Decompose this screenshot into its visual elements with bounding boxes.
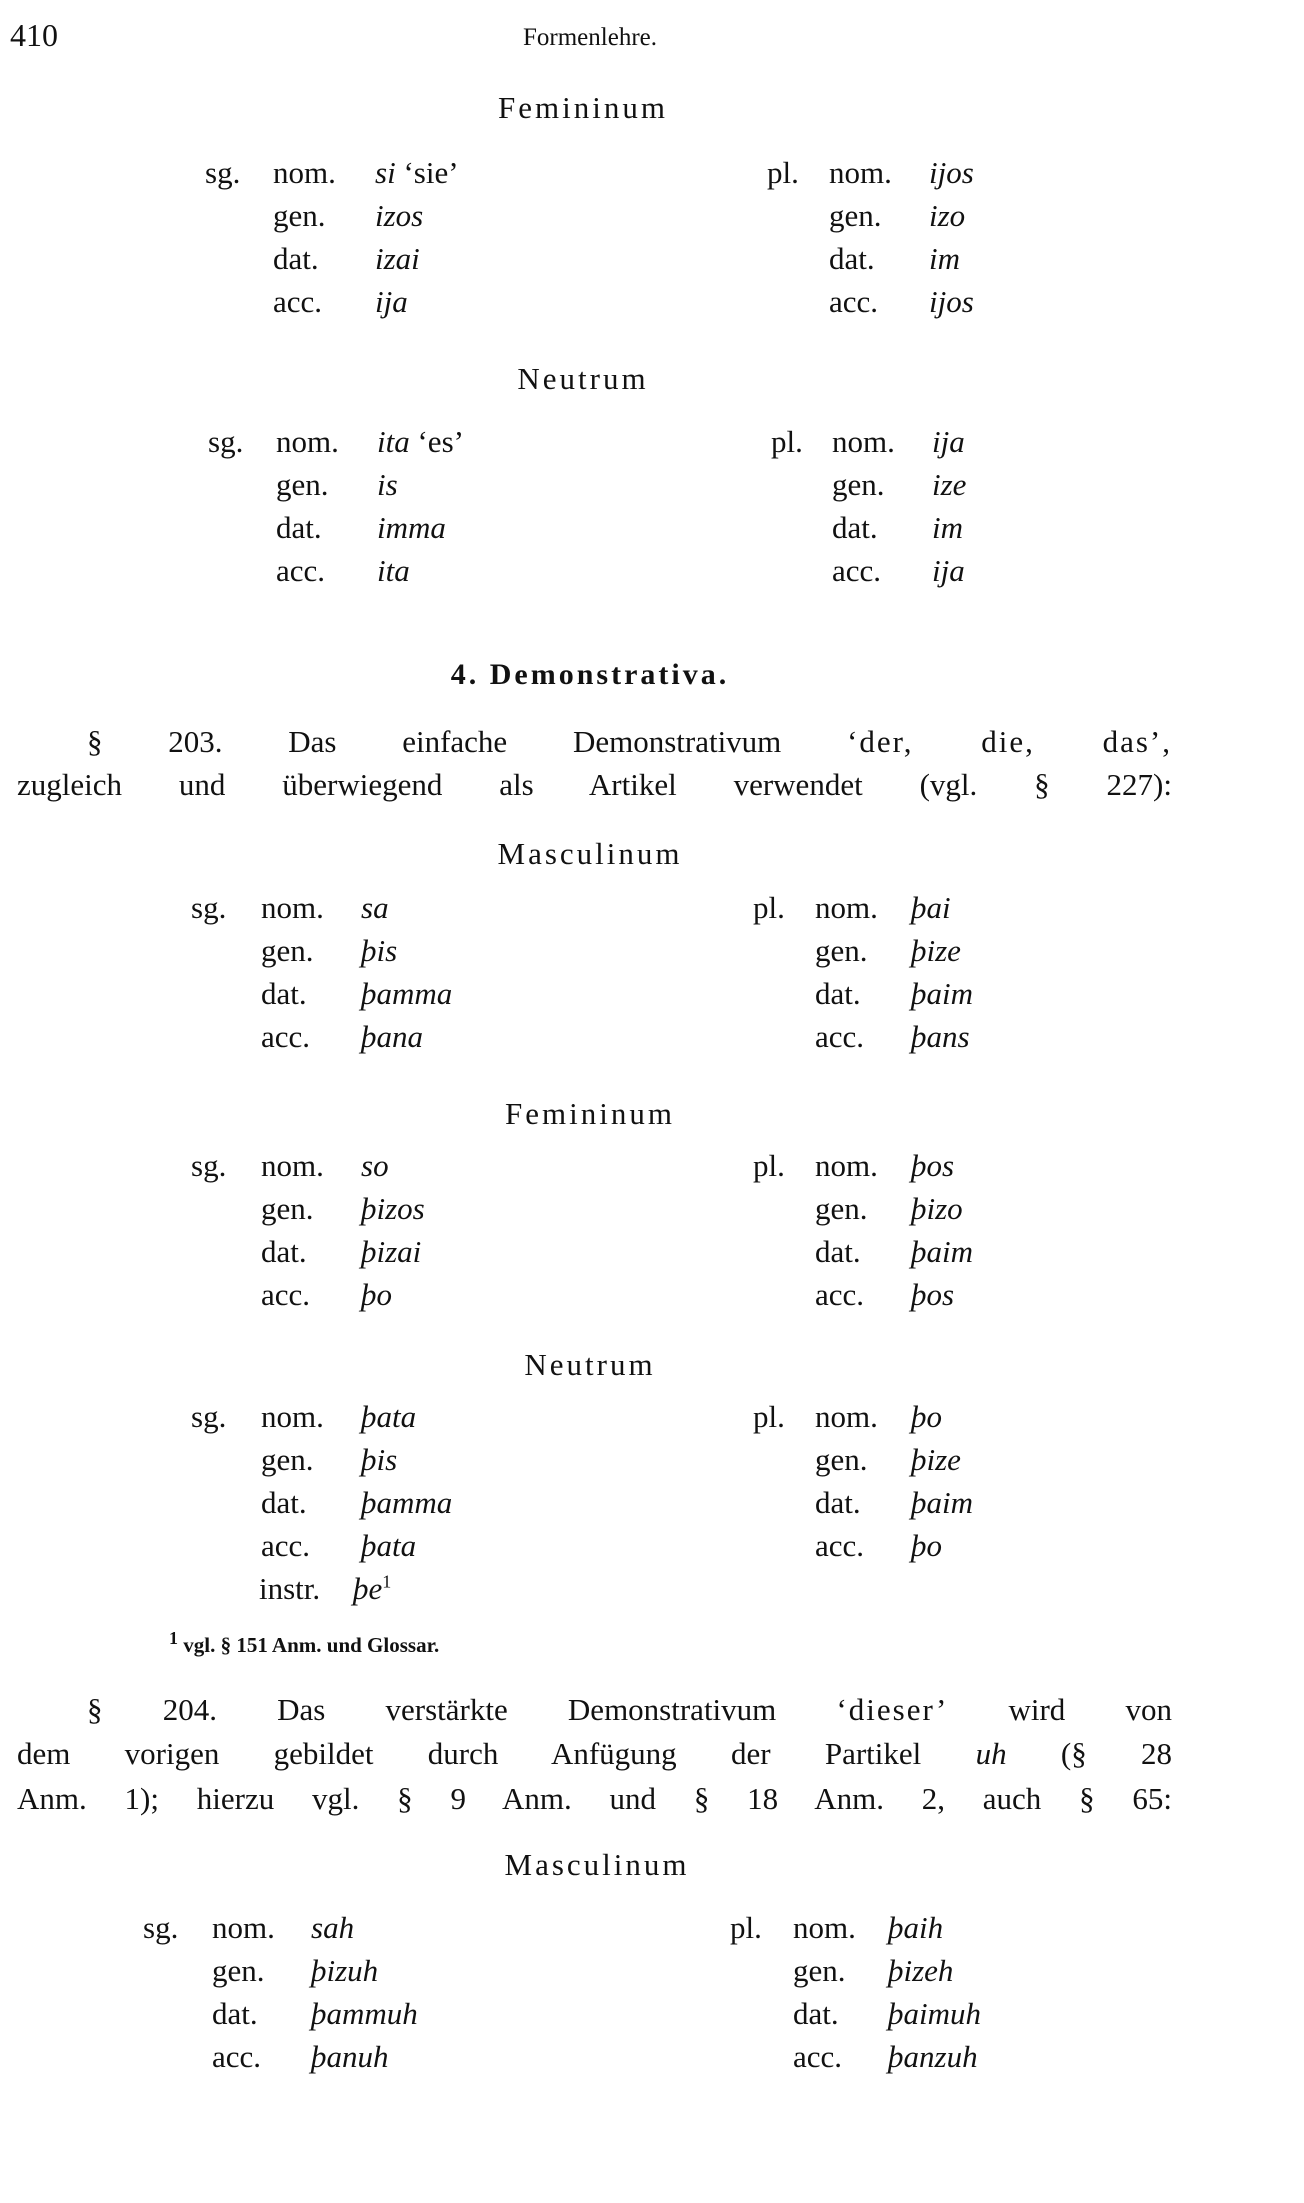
case-label: acc. bbox=[793, 2039, 843, 2074]
number-label-pl: pl. bbox=[730, 1910, 762, 1945]
form-word: þaih bbox=[888, 1910, 944, 1945]
form-word: þanzuh bbox=[888, 2039, 978, 2074]
footnote-marker: 1 bbox=[169, 1628, 178, 1648]
text-segment: zugleich und überwiegend als Artikel verwendet (vgl. § 227): bbox=[17, 767, 1172, 802]
form-cell bbox=[911, 1017, 970, 1057]
form-word: þis bbox=[361, 933, 398, 968]
case-label: nom. bbox=[261, 1399, 324, 1434]
form-word: þizeh bbox=[888, 1953, 954, 1988]
declension-heading: Neutrum bbox=[517, 361, 649, 396]
form-word: izo bbox=[929, 198, 966, 233]
footnote bbox=[169, 1625, 439, 1665]
number-label-sg: sg. bbox=[191, 1148, 227, 1183]
case-label: nom. bbox=[815, 890, 878, 925]
text-segment: ‘dieser’ bbox=[836, 1692, 949, 1727]
form-word: þaim bbox=[911, 1234, 973, 1269]
form-cell bbox=[361, 974, 452, 1014]
form-word: izai bbox=[375, 241, 420, 276]
form-cell bbox=[929, 153, 974, 193]
form-cell bbox=[311, 1951, 378, 1991]
form-word: þizai bbox=[361, 1234, 422, 1269]
form-word: si bbox=[375, 155, 396, 190]
form-cell bbox=[888, 2037, 978, 2077]
form-word: þans bbox=[911, 1019, 970, 1054]
case-label: acc. bbox=[832, 553, 882, 588]
declension-heading: Masculinum bbox=[504, 1847, 690, 1882]
case-label: nom. bbox=[261, 890, 324, 925]
form-word: þos bbox=[911, 1148, 955, 1183]
running-title: Formenlehre. bbox=[523, 24, 657, 51]
form-cell bbox=[361, 931, 397, 971]
form-cell bbox=[911, 974, 973, 1014]
declension-heading: Femininum bbox=[505, 1096, 675, 1131]
case-label: acc. bbox=[273, 284, 323, 319]
text-segment: § 204. Das verstärkte Demonstrativum bbox=[87, 1692, 837, 1727]
case-label: gen. bbox=[832, 467, 885, 502]
case-label: nom. bbox=[261, 1148, 324, 1183]
form-cell bbox=[353, 1569, 391, 1609]
case-label: dat. bbox=[276, 510, 322, 545]
case-label: nom. bbox=[212, 1910, 275, 1945]
form-word: þizuh bbox=[311, 1953, 379, 1988]
form-cell bbox=[911, 1275, 954, 1315]
form-word: þis bbox=[361, 1442, 398, 1477]
case-label: dat. bbox=[273, 241, 319, 276]
form-word: þizos bbox=[361, 1191, 425, 1226]
paragraph-line bbox=[17, 1779, 1172, 1819]
form-cell bbox=[911, 1440, 961, 1480]
case-label: gen. bbox=[276, 467, 329, 502]
form-cell bbox=[911, 931, 961, 971]
form-word: sah bbox=[311, 1910, 355, 1945]
form-cell bbox=[911, 1232, 973, 1272]
text-segment: dem vorigen gebildet durch Anfügung der Partikel bbox=[17, 1736, 976, 1771]
form-word: þammuh bbox=[311, 1996, 418, 2031]
form-word: ija bbox=[932, 424, 965, 459]
number-label-sg: sg. bbox=[191, 890, 227, 925]
form-cell bbox=[361, 1189, 425, 1229]
form-word: ijos bbox=[929, 284, 974, 319]
page-number: 410 bbox=[10, 17, 58, 53]
form-cell bbox=[375, 196, 423, 236]
form-cell bbox=[377, 551, 410, 591]
case-label: acc. bbox=[261, 1019, 311, 1054]
gloss: ‘sie’ bbox=[403, 155, 459, 190]
case-label: acc. bbox=[815, 1019, 865, 1054]
form-word: so bbox=[361, 1148, 389, 1183]
footnote-text: vgl. § 151 Anm. und Glossar. bbox=[183, 1633, 440, 1657]
form-word: þata bbox=[361, 1399, 417, 1434]
form-word: ijos bbox=[929, 155, 974, 190]
form-cell bbox=[375, 282, 408, 322]
case-label: dat. bbox=[815, 1234, 861, 1269]
form-word: þata bbox=[361, 1528, 417, 1563]
case-label: acc. bbox=[276, 553, 326, 588]
text-segment: wird von bbox=[948, 1692, 1172, 1727]
form-cell bbox=[375, 239, 420, 279]
form-cell bbox=[888, 1994, 981, 2034]
case-label: nom. bbox=[793, 1910, 856, 1945]
number-label-pl: pl. bbox=[753, 1399, 785, 1434]
paragraph-line bbox=[17, 765, 1172, 805]
form-cell bbox=[361, 1397, 416, 1437]
case-label: gen. bbox=[815, 1442, 868, 1477]
form-word: þo bbox=[911, 1399, 942, 1434]
form-cell bbox=[361, 888, 389, 928]
form-cell bbox=[361, 1146, 389, 1186]
case-label: gen. bbox=[261, 1442, 314, 1477]
case-label: dat. bbox=[815, 976, 861, 1011]
form-word: ija bbox=[375, 284, 408, 319]
form-cell bbox=[361, 1017, 423, 1057]
case-label: gen. bbox=[793, 1953, 846, 1988]
form-word: ita bbox=[377, 553, 410, 588]
form-word: þana bbox=[361, 1019, 423, 1054]
form-word: þo bbox=[911, 1528, 942, 1563]
text-segment: Anm. 1); hierzu vgl. § 9 Anm. und § 18 Anm. 2, auch § 65: bbox=[17, 1781, 1172, 1816]
form-word: þize bbox=[911, 933, 961, 968]
form-word: þaim bbox=[911, 976, 973, 1011]
case-label: gen. bbox=[261, 1191, 314, 1226]
form-word: im bbox=[929, 241, 960, 276]
gloss: ‘es’ bbox=[417, 424, 464, 459]
form-cell bbox=[361, 1275, 392, 1315]
number-label-sg: sg. bbox=[205, 155, 241, 190]
form-cell bbox=[311, 1908, 354, 1948]
form-word: þo bbox=[361, 1277, 392, 1312]
number-label-pl: pl. bbox=[771, 424, 803, 459]
form-cell bbox=[911, 1189, 963, 1229]
form-cell bbox=[932, 508, 963, 548]
case-label: gen. bbox=[212, 1953, 265, 1988]
case-label: acc. bbox=[212, 2039, 262, 2074]
case-label: gen. bbox=[829, 198, 882, 233]
form-cell bbox=[929, 239, 960, 279]
number-label-pl: pl. bbox=[753, 890, 785, 925]
text-segment: (§ 28 bbox=[1006, 1736, 1172, 1771]
form-cell bbox=[929, 282, 974, 322]
form-cell bbox=[932, 551, 965, 591]
number-label-pl: pl. bbox=[753, 1148, 785, 1183]
case-label: dat. bbox=[829, 241, 875, 276]
case-label: instr. bbox=[259, 1571, 321, 1606]
form-word: sa bbox=[361, 890, 389, 925]
form-cell bbox=[929, 196, 965, 236]
form-word: is bbox=[377, 467, 398, 502]
form-cell bbox=[911, 1146, 954, 1186]
form-cell bbox=[888, 1951, 953, 1991]
case-label: nom. bbox=[276, 424, 339, 459]
form-word: þamma bbox=[361, 1485, 453, 1520]
text-segment: § 203. Das einfache Demonstrativum bbox=[87, 724, 848, 759]
form-word: þamma bbox=[361, 976, 453, 1011]
form-word: imma bbox=[377, 510, 446, 545]
case-label: dat. bbox=[261, 1485, 307, 1520]
form-cell bbox=[911, 888, 951, 928]
form-cell bbox=[375, 153, 459, 193]
form-word: þaimuh bbox=[888, 1996, 981, 2031]
paragraph-line bbox=[17, 722, 1172, 762]
case-label: dat. bbox=[261, 976, 307, 1011]
case-label: nom. bbox=[815, 1399, 878, 1434]
section-title: 4. Demonstrativa. bbox=[450, 658, 730, 691]
case-label: gen. bbox=[261, 933, 314, 968]
case-label: nom. bbox=[815, 1148, 878, 1183]
form-cell bbox=[311, 1994, 418, 2034]
form-word: þaim bbox=[911, 1485, 973, 1520]
paragraph-line bbox=[17, 1734, 1172, 1774]
number-label-sg: sg. bbox=[143, 1910, 179, 1945]
form-word: þizo bbox=[911, 1191, 963, 1226]
form-cell bbox=[888, 1908, 943, 1948]
case-label: gen. bbox=[815, 1191, 868, 1226]
number-label-sg: sg. bbox=[191, 1399, 227, 1434]
text-segment: ‘der, die, das’, bbox=[847, 724, 1172, 759]
declension-heading: Masculinum bbox=[497, 836, 683, 871]
case-label: acc. bbox=[261, 1277, 311, 1312]
form-word: þe bbox=[353, 1571, 383, 1606]
declension-heading: Neutrum bbox=[524, 1347, 656, 1382]
case-label: dat. bbox=[832, 510, 878, 545]
form-word: þanuh bbox=[311, 2039, 389, 2074]
case-label: dat. bbox=[212, 1996, 258, 2031]
form-word: ize bbox=[932, 467, 967, 502]
case-label: dat. bbox=[261, 1234, 307, 1269]
form-cell bbox=[361, 1526, 416, 1566]
form-word: þize bbox=[911, 1442, 961, 1477]
form-cell bbox=[311, 2037, 389, 2077]
form-word: ita bbox=[377, 424, 410, 459]
form-word: im bbox=[932, 510, 963, 545]
case-label: dat. bbox=[793, 1996, 839, 2031]
form-cell bbox=[377, 508, 446, 548]
paragraph-line bbox=[17, 1690, 1172, 1730]
form-cell bbox=[361, 1483, 452, 1523]
form-cell bbox=[911, 1526, 942, 1566]
case-label: gen. bbox=[273, 198, 326, 233]
form-cell bbox=[911, 1397, 942, 1437]
form-cell bbox=[377, 422, 464, 462]
case-label: acc. bbox=[815, 1277, 865, 1312]
form-word: þos bbox=[911, 1277, 955, 1312]
form-cell bbox=[911, 1483, 973, 1523]
form-word: þai bbox=[911, 890, 951, 925]
case-label: acc. bbox=[829, 284, 879, 319]
form-cell bbox=[361, 1440, 397, 1480]
form-cell bbox=[932, 422, 965, 462]
case-label: nom. bbox=[829, 155, 892, 190]
form-cell bbox=[932, 465, 966, 505]
form-cell bbox=[377, 465, 398, 505]
form-word: ija bbox=[932, 553, 965, 588]
case-label: acc. bbox=[261, 1528, 311, 1563]
text-segment: uh bbox=[975, 1736, 1007, 1771]
form-cell bbox=[361, 1232, 421, 1272]
case-label: nom. bbox=[273, 155, 336, 190]
case-label: gen. bbox=[815, 933, 868, 968]
declension-heading: Femininum bbox=[498, 90, 668, 125]
case-label: acc. bbox=[815, 1528, 865, 1563]
case-label: nom. bbox=[832, 424, 895, 459]
footnote-ref: 1 bbox=[382, 1571, 392, 1592]
case-label: dat. bbox=[815, 1485, 861, 1520]
form-word: izos bbox=[375, 198, 424, 233]
number-label-sg: sg. bbox=[208, 424, 244, 459]
number-label-pl: pl. bbox=[767, 155, 799, 190]
